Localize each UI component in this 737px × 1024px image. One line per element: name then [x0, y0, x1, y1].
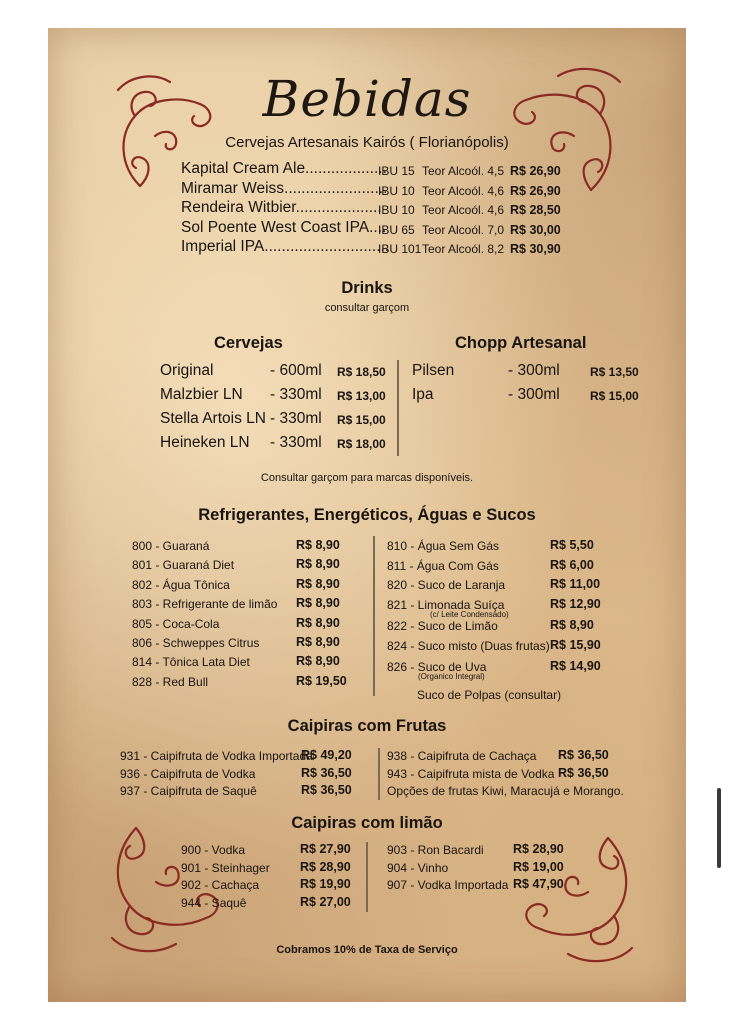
polpas-note: Suco de Polpas (consultar)	[417, 688, 562, 702]
beer-abv: Teor Alcoól. 4,6	[422, 203, 505, 217]
list-item	[48, 538, 686, 557]
drink-price: R$ 19,90	[300, 877, 351, 891]
drink-name: 806 - Schweppes Citrus	[132, 636, 260, 650]
beer-abv: Teor Alcoól. 4,6	[422, 183, 505, 198]
drink-price: R$ 12,90	[550, 596, 601, 611]
beer-price: R$ 26,90	[510, 183, 561, 198]
list-item	[48, 638, 686, 657]
drink-price: R$ 8,90	[550, 618, 594, 632]
list-item	[48, 860, 686, 877]
list-item	[48, 766, 686, 783]
drink-name: 800 - Guaraná	[132, 539, 210, 553]
beer-ibu: IBU 15	[378, 164, 415, 178]
beer-price: R$ 18,50	[337, 365, 386, 379]
beer-name: Miramar Weiss........................	[181, 179, 388, 197]
craft-beer-list	[48, 159, 686, 259]
beer-name: Rendeira Witbier....................	[181, 199, 382, 216]
beer-price: R$ 28,50	[510, 203, 561, 217]
drink-price: R$ 28,90	[513, 842, 564, 856]
list-item	[48, 218, 686, 237]
refrigerantes-right-list	[48, 538, 686, 708]
beer-size: - 330ml	[270, 386, 322, 403]
drinks-note: consultar garçom	[324, 302, 410, 314]
drink-price: R$ 8,90	[296, 615, 340, 630]
drink-price: R$ 19,50	[296, 673, 347, 688]
chopp-size: - 300ml	[508, 386, 560, 403]
drink-name: 904 - Vinho	[387, 860, 449, 875]
caipiras-limao-right-list	[48, 842, 686, 902]
refrigerantes-heading: Refrigerantes, Energéticos, Águas e Sucos	[198, 506, 536, 524]
chopp-price: R$ 13,50	[590, 365, 639, 379]
drink-name: 826 - Suco de Uva	[387, 660, 487, 674]
beer-name: Malzbier LN	[160, 386, 243, 403]
chopp-heading: Chopp Artesanal	[455, 334, 587, 352]
drink-price: R$ 36,50	[301, 765, 352, 780]
beer-name: Original	[160, 362, 214, 379]
menu-page	[48, 28, 686, 1002]
beer-size: - 600ml	[270, 362, 322, 379]
list-item	[48, 558, 686, 577]
beer-abv: Teor Alcoól. 7,0	[422, 222, 505, 237]
caipiras-limao-heading: Caipiras com limão	[291, 814, 443, 832]
drink-name: 805 - Coca-Cola	[132, 616, 220, 631]
beer-name: Imperial IPA.............................	[181, 238, 390, 255]
drink-price: R$ 8,90	[296, 654, 340, 669]
menu-title: Bebidas	[262, 70, 472, 128]
drink-name: 943 - Caipifruta mista de Vodka	[387, 766, 555, 781]
drink-price: R$ 6,00	[550, 557, 594, 572]
beer-name: Heineken LN	[160, 434, 250, 451]
drink-price: R$ 5,50	[550, 538, 594, 552]
list-item	[48, 577, 686, 596]
drink-price: R$ 47,90	[513, 877, 564, 891]
drink-name: 824 - Suco misto (Duas frutas)	[387, 639, 550, 653]
list-item	[48, 237, 686, 256]
beer-size: - 330ml	[270, 434, 322, 451]
drink-name: 937 - Caipifruta de Saquê	[120, 784, 257, 798]
drink-name: 820 - Suco de Laranja	[387, 578, 506, 592]
drink-price: R$ 28,90	[300, 859, 351, 874]
beer-price: R$ 26,90	[510, 164, 561, 178]
drink-name: 810 - Água Sem Gás	[387, 539, 500, 553]
drink-name: 944 - Saquê	[181, 895, 247, 910]
chopp-name: Pilsen	[412, 362, 455, 379]
beer-abv: Teor Alcoól. 8,2	[422, 242, 505, 256]
list-item	[48, 410, 408, 432]
drink-note: (Organico Integral)	[418, 672, 485, 681]
drinks-heading: Drinks	[341, 279, 393, 297]
caipiras-frutas-heading: Caipiras com Frutas	[287, 717, 447, 735]
list-item	[48, 615, 686, 637]
craft-beer-subtitle: Cervejas Artesanais Kairós ( Florianópolis)	[225, 134, 509, 151]
caipiras-frutas-right-list	[48, 748, 686, 808]
drink-name: 802 - Água Tônica	[132, 577, 230, 592]
beer-name: Sol Poente West Coast IPA....	[181, 218, 387, 236]
drink-price: R$ 11,00	[550, 577, 601, 591]
list-item	[48, 159, 686, 178]
beer-ibu: IBU 65	[378, 222, 415, 237]
drink-name: 822 - Suco de Limão	[387, 619, 498, 633]
drink-name: 828 - Red Bull	[132, 674, 209, 689]
drink-note: (c/ Leite Condensado)	[430, 609, 509, 619]
drink-price: R$ 8,90	[296, 596, 340, 611]
drink-name: 938 - Caipifruta de Cachaça	[387, 749, 537, 763]
beer-availability-note: Consultar garçom para marcas disponíveis.	[260, 472, 474, 484]
drink-price: R$ 36,50	[301, 783, 352, 797]
beer-ibu: IBU 10	[378, 183, 415, 198]
drink-name: 936 - Caipifruta de Vodka	[120, 766, 256, 781]
list-item	[48, 362, 686, 384]
beer-ibu: IBU 101	[378, 242, 422, 256]
drink-name: 907 - Vodka Importada	[387, 878, 509, 892]
chopp-list	[48, 362, 686, 412]
drink-name: 814 - Tônica Lata Diet	[132, 655, 250, 670]
drink-name: 801 - Guaraná Diet	[132, 558, 235, 573]
chopp-name: Ipa	[412, 386, 434, 403]
beer-price: R$ 30,00	[510, 222, 561, 237]
list-item	[48, 198, 686, 217]
beer-name: Stella Artois LN	[160, 410, 266, 427]
list-item	[48, 386, 686, 408]
chopp-price: R$ 15,00	[590, 389, 639, 403]
chopp-size: - 300ml	[508, 362, 560, 379]
drink-price: R$ 27,90	[300, 842, 351, 856]
drink-price: R$ 36,50	[558, 765, 609, 780]
drink-name: 931 - Caipifruta de Vodka Importada	[120, 749, 313, 763]
drink-price: R$ 49,20	[301, 748, 352, 762]
beer-name: Kapital Cream Ale...................	[181, 160, 387, 177]
scrollbar[interactable]	[717, 788, 721, 868]
beer-ibu: IBU 10	[378, 203, 415, 217]
drink-price: R$ 19,00	[513, 859, 564, 874]
drink-name: 901 - Steinhager	[181, 860, 270, 875]
drink-price: R$ 36,50	[558, 748, 609, 762]
drink-price: R$ 8,90	[296, 557, 340, 572]
drink-name: 902 - Cachaça	[181, 878, 260, 892]
beer-price: R$ 18,00	[337, 437, 386, 451]
drink-name: 900 - Vodka	[181, 843, 246, 857]
cervejas-heading: Cervejas	[214, 334, 283, 352]
drink-price: R$ 8,90	[296, 635, 340, 649]
list-item	[48, 597, 686, 619]
beer-price: R$ 13,00	[337, 389, 386, 403]
drink-name: 803 - Refrigerante de limão	[132, 597, 278, 612]
list-item	[48, 179, 686, 198]
beer-abv: Teor Alcoól. 4,5	[422, 164, 505, 178]
drink-name: 903 - Ron Bacardi	[387, 843, 484, 857]
list-item	[48, 434, 408, 456]
beer-size: - 330ml	[270, 410, 322, 427]
drink-price: R$ 27,00	[300, 894, 351, 909]
drink-name: 811 - Água Com Gás	[387, 558, 499, 573]
drink-price: R$ 14,90	[550, 659, 601, 673]
list-item	[48, 659, 686, 681]
fruit-options-note: Opções de frutas Kiwi, Maracujá e Morango.	[387, 784, 624, 798]
list-item	[48, 842, 686, 859]
drink-price: R$ 8,90	[296, 576, 340, 591]
service-charge-note: Cobramos 10% de Taxa de Serviço	[276, 944, 458, 956]
drink-name: 821 - Limonada Suíça	[387, 597, 505, 612]
list-item	[48, 748, 686, 765]
drink-price: R$ 8,90	[296, 538, 340, 552]
beer-price: R$ 30,90	[510, 242, 561, 256]
drink-price: R$ 15,90	[550, 638, 601, 652]
list-item	[48, 877, 686, 894]
beer-price: R$ 15,00	[337, 413, 386, 427]
